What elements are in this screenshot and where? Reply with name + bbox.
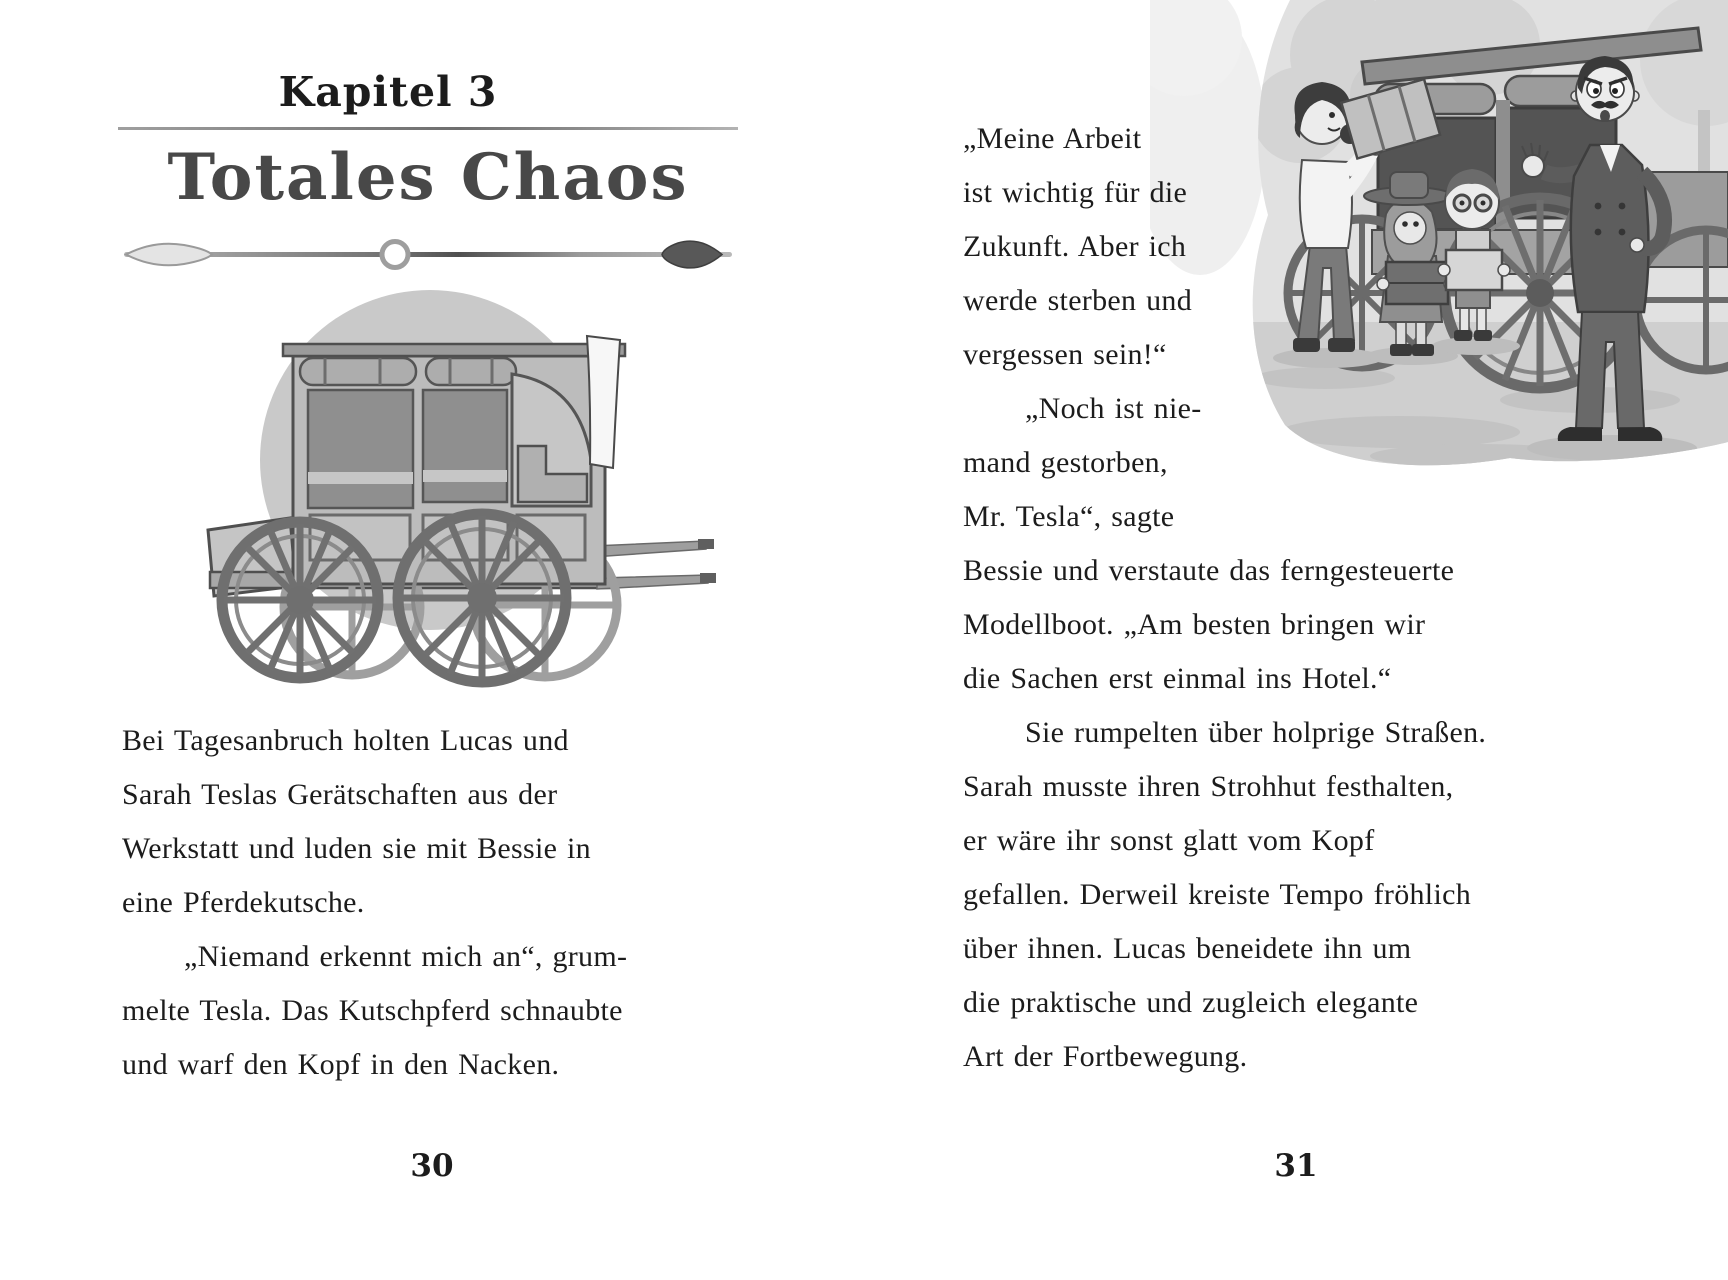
page-number-left: 30 (410, 1148, 454, 1184)
divider-line (124, 252, 732, 257)
text-line: Bessie und verstaute das ferngesteuerte (963, 554, 1455, 587)
window-bar (308, 472, 413, 484)
shaft-tip (698, 539, 714, 549)
text-line: „Meine Arbeit (963, 122, 1142, 155)
text-line: mand gestorben, (963, 446, 1168, 479)
text-line: vergessen sein!“ (963, 338, 1167, 371)
text-line: „Noch ist nie- (1025, 392, 1202, 425)
right-paragraphs (963, 112, 1486, 1084)
text-line: Mr. Tesla“, sagte (963, 500, 1175, 533)
carriage-wheel-front (222, 522, 378, 678)
right-page (864, 0, 1728, 1280)
carriage-shaft-top (593, 541, 706, 557)
text-line: Art der Fortbewegung. (963, 1040, 1248, 1073)
text-line: „Niemand erkennt mich an“, grum- (184, 940, 628, 973)
divider-center-ring (382, 242, 408, 268)
text-line: Modellboot. „Am besten bringen wir (963, 608, 1426, 641)
text-line: ist wichtig für die (963, 176, 1188, 209)
ornamental-divider (118, 232, 738, 276)
text-line: eine Pferdekutsche. (122, 886, 365, 919)
text-line: über ihnen. Lucas beneidete ihn um (963, 932, 1412, 965)
text-line: die praktische und zugleich elegante (963, 986, 1419, 1019)
chapter-title: Totales Chaos (167, 140, 689, 215)
left-paragraphs (122, 714, 627, 1092)
chapter-rule-line (118, 127, 738, 130)
carriage-window-left (308, 390, 413, 508)
text-line: Sie rumpelten über holprige Straßen. (1025, 716, 1487, 749)
text-line: Sarah musste ihren Strohhut festhalten, (963, 770, 1454, 803)
divider-left-leaf (126, 244, 212, 266)
carriage-illustration (150, 278, 730, 698)
text-line: er wäre ihr sonst glatt vom Kopf (963, 824, 1375, 857)
shaft-tip (700, 573, 716, 583)
text-line: und warf den Kopf in den Nacken. (122, 1048, 560, 1081)
text-line: gefallen. Derweil kreiste Tempo fröhlich (963, 878, 1471, 911)
carriage-roof-rail (283, 344, 625, 356)
page-number-right: 31 (1274, 1148, 1318, 1184)
chapter-label: Kapitel 3 (278, 68, 498, 116)
text-line: Bei Tagesanbruch holten Lucas und (122, 724, 569, 757)
text-line: Sarah Teslas Gerätschaften aus der (122, 778, 558, 811)
text-line: werde sterben und (963, 284, 1193, 317)
rolled-canvas-right (426, 358, 516, 385)
text-line: Werkstatt und luden sie mit Bessie in (122, 832, 591, 865)
text-line: die Sachen erst einmal ins Hotel.“ (963, 662, 1392, 695)
carriage-wheel-rear (398, 514, 566, 682)
carriage-window-right (423, 390, 507, 502)
rolled-canvas-left (300, 358, 416, 385)
text-line: melte Tesla. Das Kutschpferd schnaubte (122, 994, 623, 1027)
carriage-flag (587, 336, 620, 468)
window-bar (423, 470, 507, 482)
text-line: Zukunft. Aber ich (963, 230, 1187, 263)
divider-right-leaf (662, 241, 722, 268)
